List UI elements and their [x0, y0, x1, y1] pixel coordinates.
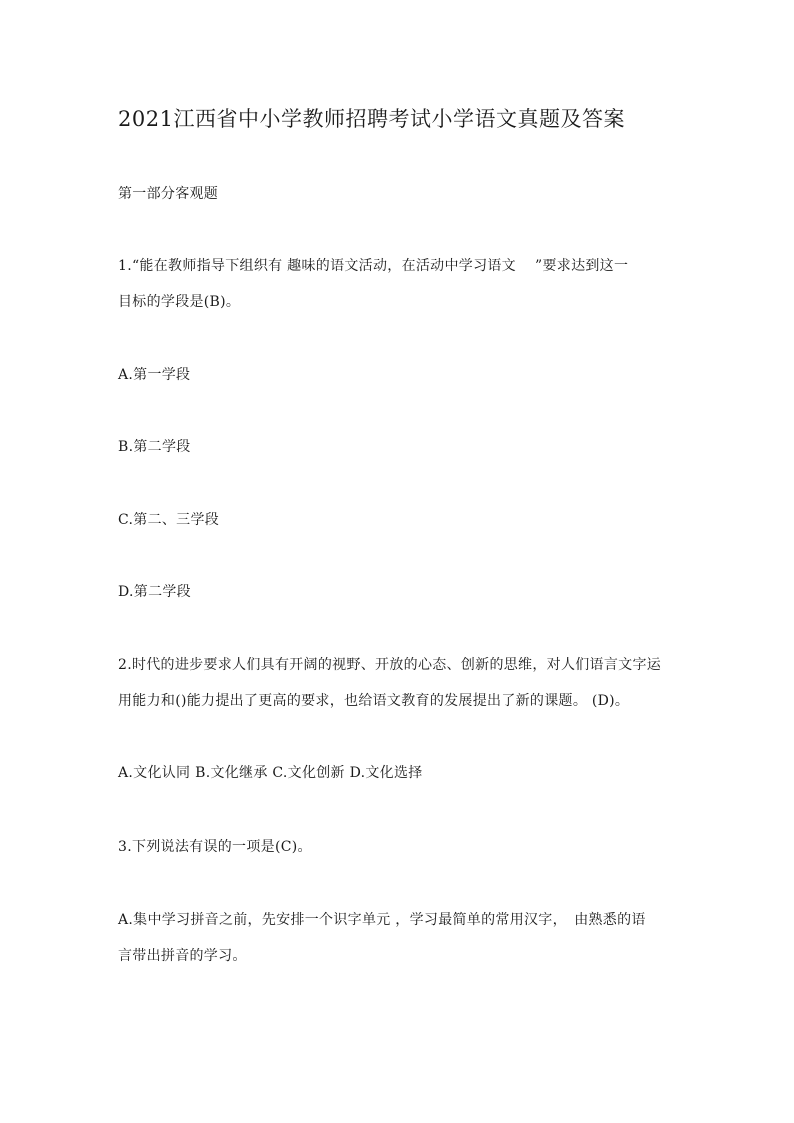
question-1-text-line-1: 1.“能在教师指导下组织有 趣味的语文活动，在活动中学习语文 ”要求达到这一: [118, 258, 629, 274]
question-1-text-line-2: 目标的学段是(B)。: [118, 294, 241, 310]
section-heading: 第一部分客观题: [118, 186, 219, 202]
question-1-option-a: A.第一学段: [118, 367, 191, 383]
question-2-text-line-1: 2.时代的进步要求人们具有开阔的视野、开放的心态、创新的思维，对人们语言文字运: [118, 657, 662, 673]
question-1-option-b: B.第二学段: [118, 439, 191, 455]
document-title: 2021江西省中小学教师招聘考试小学语文真题及答案: [118, 107, 625, 131]
question-3-option-a-line-2: 言带出拼音的学习。: [118, 948, 247, 964]
question-2-text-line-2: 用能力和()能力提出了更高的要求，也给语文教育的发展提出了新的课题。 (D)。: [118, 693, 630, 709]
question-1-option-d: D.第二学段: [118, 584, 191, 600]
question-1-option-c: C.第二、三学段: [118, 512, 220, 528]
question-3-text: 3.下列说法有误的一项是(C)。: [118, 839, 312, 855]
question-2-options: A.文化认同 B.文化继承 C.文化创新 D.文化选择: [118, 765, 423, 781]
question-3-option-a-line-1: A.集中学习拼音之前，先安排一个识字单元 ，学习最简单的常用汉字， 由熟悉的语: [118, 912, 646, 928]
